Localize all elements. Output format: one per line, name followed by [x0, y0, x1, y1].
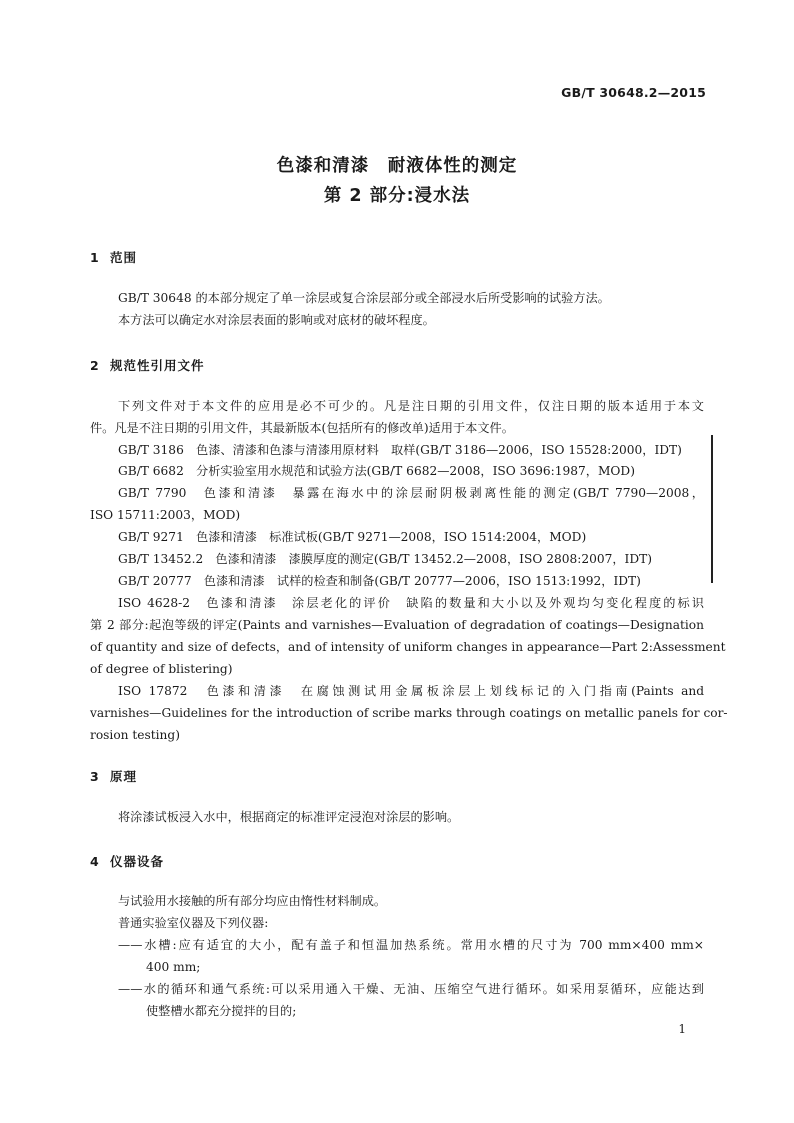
- section-number: 3: [90, 769, 100, 784]
- section-4-heading: [90, 852, 164, 870]
- reference-item: GB/T 13452.2 色漆和清漆 漆膜厚度的测定(GB/T 13452.2—2008，ISO 2808:2007，IDT): [118, 552, 652, 566]
- paragraph-line: 将涂漆试板浸入水中，根据商定的标准评定浸泡对涂层的影响。: [118, 810, 460, 824]
- reference-item-continuation: 第 2 部分:起泡等级的评定(Paints and varnishes—Evaluation of degradation of coatings—Designation: [90, 618, 704, 632]
- document-title: 色漆和清漆 耐液体性的测定: [276, 156, 518, 176]
- section-number: 1: [90, 250, 100, 265]
- reference-item-continuation: varnishes—Guidelines for the introduction of scribe marks through coatings on metallic panels for cor-: [90, 706, 728, 720]
- reference-item-continuation: rosion testing): [90, 728, 180, 742]
- standard-code: GB/T 30648.2—2015: [561, 85, 706, 100]
- reference-item: GB/T 6682 分析实验室用水规范和试验方法(GB/T 6682—2008，ISO 3696:1987，MOD): [118, 464, 635, 478]
- section-number: 2: [90, 358, 100, 373]
- list-item: ——水槽:应有适宜的大小，配有盖子和恒温加热系统。常用水槽的尺寸为 700 mm×400 mm×: [118, 938, 704, 952]
- section-3-heading: [90, 767, 137, 785]
- section-1-heading: [90, 248, 137, 266]
- list-item-continuation: 使整槽水都充分搅拌的目的;: [146, 1004, 297, 1018]
- reference-item-continuation: of degree of blistering): [90, 662, 233, 676]
- paragraph-line: GB/T 30648 的本部分规定了单一涂层或复合涂层部分或全部浸水后所受影响的试验方法。: [118, 291, 610, 305]
- reference-item: ISO 4628-2 色漆和清漆 涂层老化的评价 缺陷的数量和大小以及外观均匀变化程度的标识: [118, 596, 704, 610]
- reference-item: GB/T 20777 色漆和清漆 试样的检查和制备(GB/T 20777—2006，ISO 1513:1992，IDT): [118, 574, 641, 588]
- section-title: 范围: [110, 250, 138, 265]
- section-title: 原理: [110, 769, 138, 784]
- section-number: 4: [90, 854, 100, 869]
- reference-item-continuation: ISO 15711:2003，MOD): [90, 508, 241, 522]
- reference-item-continuation: of quantity and size of defects，and of intensity of uniform changes in appearance—Part 2:Assessment: [90, 640, 726, 654]
- reference-item: GB/T 7790 色漆和清漆 暴露在海水中的涂层耐阴极剥离性能的测定(GB/T 7790—2008，: [118, 486, 704, 500]
- paragraph-line: 件。凡是不注日期的引用文件，其最新版本(包括所有的修改单)适用于本文件。: [90, 421, 514, 435]
- reference-item: GB/T 3186 色漆、清漆和色漆与清漆用原材料 取样(GB/T 3186—2006，ISO 15528:2000，IDT): [118, 443, 682, 457]
- reference-item: GB/T 9271 色漆和清漆 标准试板(GB/T 9271—2008，ISO 1514:2004，MOD): [118, 530, 587, 544]
- page-number: 1: [678, 1022, 686, 1036]
- paragraph-line: 本方法可以确定水对涂层表面的影响或对底材的破坏程度。: [118, 313, 435, 327]
- paragraph-line: 与试验用水接触的所有部分均应由惰性材料制成。: [118, 894, 387, 908]
- section-2-heading: [90, 356, 205, 374]
- document-subtitle: 第 2 部分:浸水法: [323, 186, 471, 206]
- revision-bar: [711, 435, 713, 583]
- section-title: 仪器设备: [110, 854, 165, 869]
- paragraph-line: 下列文件对于本文件的应用是必不可少的。凡是注日期的引用文件，仅注日期的版本适用于本文: [118, 399, 704, 413]
- list-item: ——水的循环和通气系统:可以采用通入干燥、无油、压缩空气进行循环。如采用泵循环，应能达到: [118, 982, 704, 996]
- section-title: 规范性引用文件: [110, 358, 205, 373]
- reference-item: ISO 17872 色漆和清漆 在腐蚀测试用金属板涂层上划线标记的入门指南(Paints and: [118, 684, 704, 698]
- list-item-continuation: 400 mm;: [146, 960, 201, 974]
- paragraph-line: 普通实验室仪器及下列仪器:: [118, 916, 269, 930]
